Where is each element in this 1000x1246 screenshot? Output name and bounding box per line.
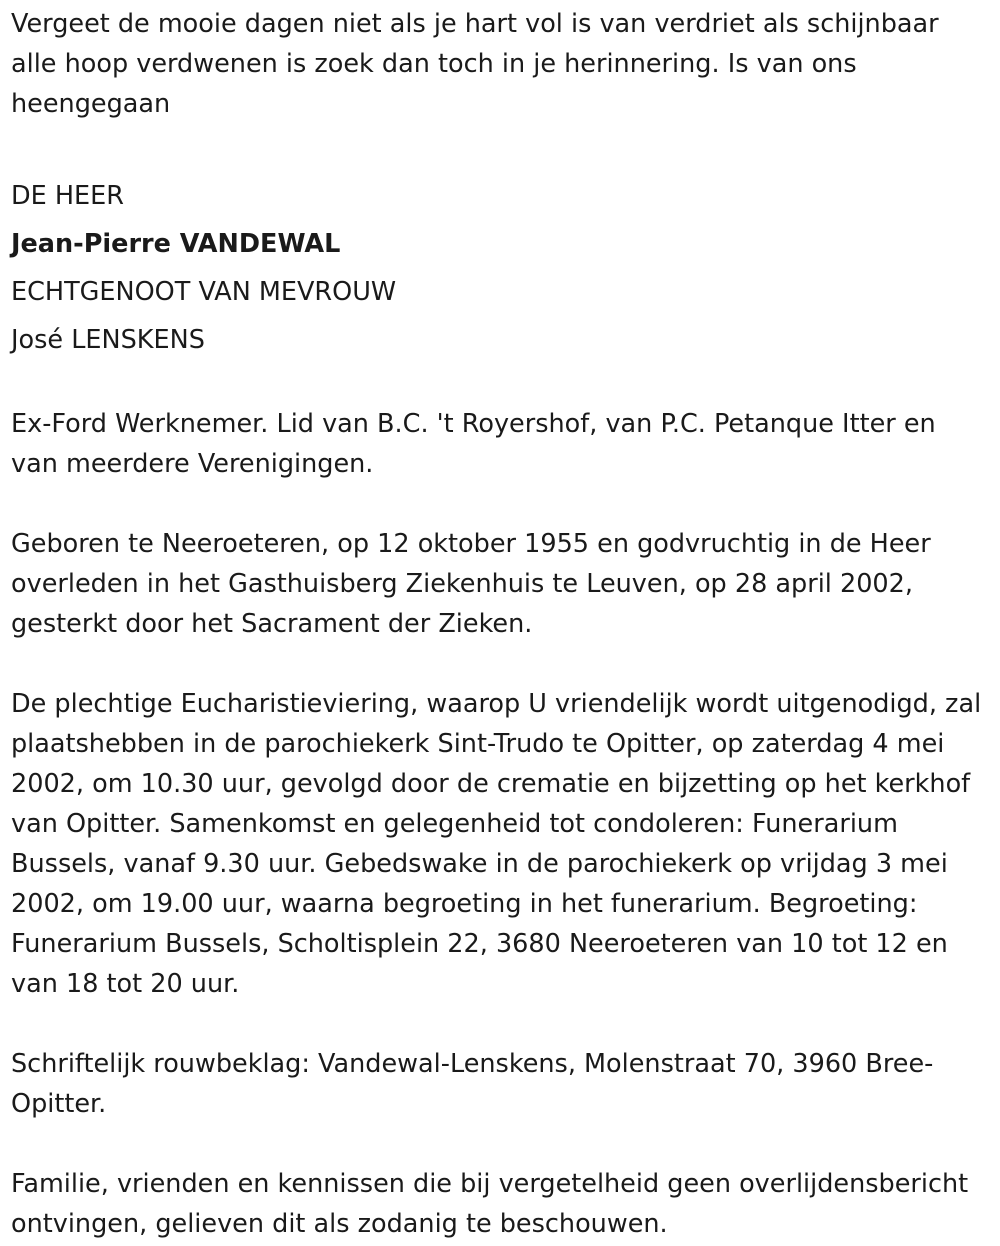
spouse-name: José LENSKENS	[11, 325, 205, 355]
spacer	[11, 1004, 988, 1044]
intro-paragraph: Vergeet de mooie dagen niet als je hart vol is van verdriet als schijnbaar alle hoop verdwenen is zoek dan toch in je herinnering. Is van ons heengegaan	[11, 9, 939, 119]
closing-paragraph: Familie, vrienden en kennissen die bij vergetelheid geen overlijdensbericht ontvingen, gelieven dit als zodanig te beschouwen.	[11, 1169, 969, 1239]
title-prefix: DE HEER	[11, 181, 124, 211]
condolence-address-paragraph: Schriftelijk rouwbeklag: Vandewal-Lenskens, Molenstraat 70, 3960 Bree-Opitter.	[11, 1049, 934, 1119]
spacer	[11, 484, 988, 524]
deceased-name: Jean-Pierre VANDEWAL	[11, 229, 341, 259]
spacer	[11, 644, 988, 684]
spacer	[11, 364, 988, 404]
ceremony-paragraph: De plechtige Eucharistieviering, waarop U vriendelijk wordt uitgenodigd, zal plaatshebben in de parochiekerk Sint-Trudo te Opitter, op zaterdag 4 mei 2002, om 10.30 uur, gevolgd door de crematie en bijzetting op het kerkhof van Opitter. Samenkomst en gelegenheid tot condoleren: Funerarium Bussels, vanaf 9.30 uur. Gebedswake in de parochiekerk op vrijdag 3 mei 2002, om 19.00 uur, waarna begroeting in het funerarium. Begroeting: Funerarium Bussels, Scholtisplein 22, 3680 Neeroeteren van 10 tot 12 en van 18 tot 20 uur.	[11, 689, 982, 999]
spouse-prefix: ECHTGENOOT VAN MEVROUW	[11, 277, 397, 307]
spacer	[11, 1124, 988, 1164]
spacer	[11, 164, 988, 172]
career-paragraph: Ex-Ford Werknemer. Lid van B.C. 't Royershof, van P.C. Petanque Itter en van meerdere Verenigingen.	[11, 409, 936, 479]
birth-death-paragraph: Geboren te Neeroeteren, op 12 oktober 1955 en godvruchtig in de Heer overleden in het Gasthuisberg Ziekenhuis te Leuven, op 28 april 2002, gesterkt door het Sacrament der Zieken.	[11, 529, 931, 639]
spacer	[11, 124, 988, 164]
